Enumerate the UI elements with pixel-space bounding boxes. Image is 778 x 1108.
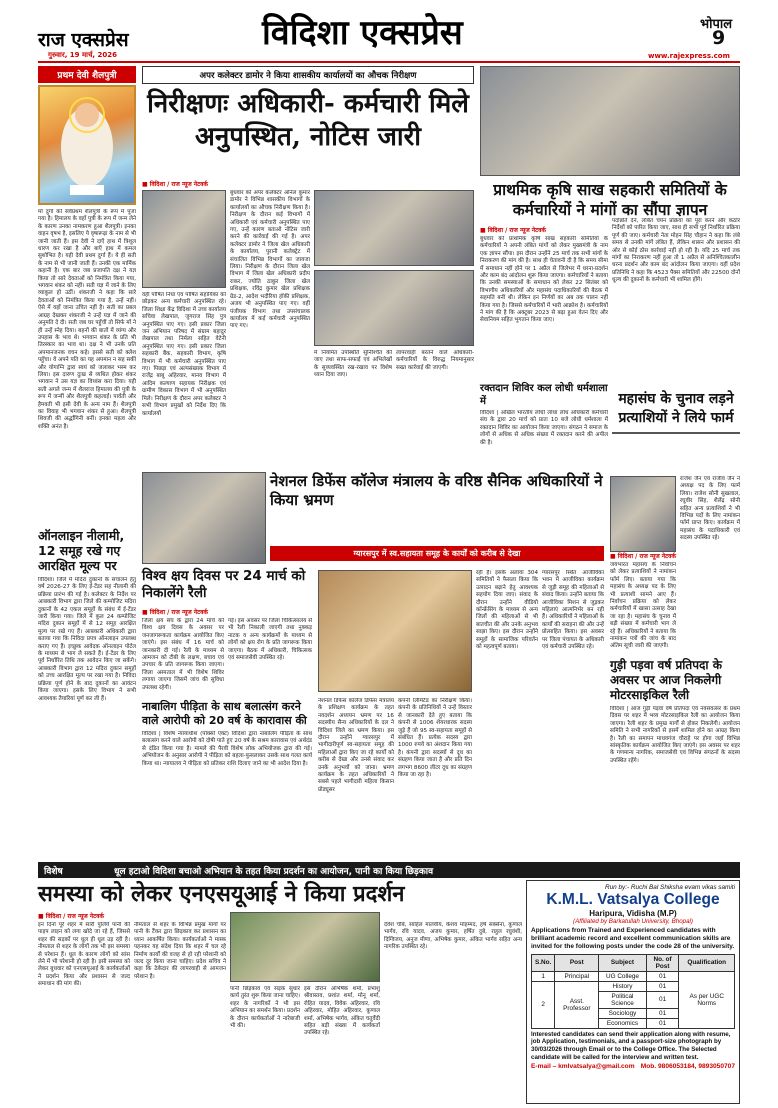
defence-col-3: रही है। इसके अलावा 304 समितियों ने फैसला किया कि उत्पादन बढ़ाने हेतु आवश्यक सहयोग दिया जाए। संवाद के दौरान उन्होंने वीडियो कॉन्फ्रेंसिंग के माध्यम से अन्य जिलों की महिलाओं से भी बातचीत की और उनके अनुभव साझा किए। इस दौरान उन्होंने समूहों के सामाजिक परिवर्तन को महत्वपूर्ण बताया। [476,570,538,651]
nsui-byline: ■ विदिशा / राज न्यूज नेटवर्क [38,912,104,920]
defence-photo-2 [318,570,472,692]
college-email[interactable]: E-mail – kmlvatsalya@gmail.com [531,1062,635,1070]
masthead [0,0,778,62]
cell-count: 01 [646,1018,679,1028]
defence-col-4: ग्यारसपुर स्थित आजीविका भवन में आजीविका कार्यक्रम से जुड़ी समूह की महिलाओं से संवाद किया। उन्होंने बताया कि आजीविका मिशन से जुड़कर महिलाएं आत्मनिर्भर बन रही हैं। अधिकारियों ने महिलाओं के कार्यों की सराहना की और उन्हें प्रोत्साहित किया। इस अवसर पर जिला पंचायत के अधिकारी एवं कर्मचारी उपस्थित रहे। [542,570,604,651]
lead-col-3: में नियमित उपस्थिति सुनिश्चित की जाए तथा साफ-सफाई एवं अभिलेखों के सुव्यवस्थित रख-रखाव पर विशेष ध्यान दिया जाए। [314,350,392,379]
table-row [532,971,735,981]
cell-count: 01 [646,971,679,981]
college-name: K.M.L. Vatsalya College [546,891,720,908]
krishi-col-2: पदोन्नति देने, लंबित चयन प्रक्रिया को पूरा करने और कठोर निर्देशों को पारित किया जाए, साथ ही सभी पूर्व निर्धारित प्रक्रिया पूर्ण की जाए। कर्मचारी नेता मोहन सिंह चौहान ने कहा कि लंबे समय से उनकी मांगें लंबित हैं, लेकिन शासन और प्रशासन की ओर से कोई ठोस कार्रवाई नहीं हो रही है। यदि 25 मार्च तक मांगों का निराकरण नहीं हुआ तो 1 अप्रैल से अनिश्चितकालीन धरना प्रदर्शन और काम बंद आंदोलन किया जाएगा। वहीं प्रदेश प्रतिनिधि ने कहा कि 4523 पैक्स समितियों और 22500 दोनों धूल्य की दुकानों के कर्मचारी भी शामिल होंगे। [612,218,740,284]
col-post: Post [555,954,599,971]
masthead-website: www.rajexpress.com [648,52,730,60]
defence-kicker: ग्यारसपुर में स्व.सहायता समूह के कार्यों को करीब से देखा [270,546,604,561]
lead-photo-1 [142,190,226,288]
lead-col-4: लापरवाही बरतने वाले अधिकारी-कर्मचारियों के विरुद्ध नियमानुसार सख्त कार्रवाई की जाएगी। [396,350,474,371]
col-subject: Subject [599,954,646,971]
cell-post: Principal [555,971,599,981]
krishi-byline: ■ विदिशा / राज न्यूज नेटवर्क [480,226,546,234]
cell-count: 01 [646,1008,679,1018]
nilami-headline: ऑनलाइन नीलामी, 12 समूह रखे गए आरक्षित मूल्य पर [38,528,125,573]
lead-col-2: वहीं पोषित निधा एवं पोषित सहायिका को छोड़कर अन्य कर्मचारी अनुपस्थित रहे। जिला शिक्षा केंद्र विदिशा में उच्च कार्यालय सचिवा लेखपाल, जुगराज सिंह पुत्र अनुपस्थित पाए गए। इसी प्रकार जिला जन अभियान परिषद में संग्राम बहादुर लेखपाल तथा निर्मला सहित वेटेनी अनुपस्थित पाए गए। इसी प्रकार जिला सहकारी बैंक, सहकारी विभाग, कृषि विभाग में भी कर्मचारी अनुपस्थित पाए गए। पिछड़ा एवं अल्पसंख्यक विभाग में राजेंद्र बाबू अहिरवार, मानव विभाग में आदिम कल्याण सहायक निरीक्षक एवं ग्रामीण विकास विभाग में भी अनुपस्थित मिले। निरीक्षण के दौरान अपर कलेक्टर ने सभी विभाग प्रमुखों को निर्देश दिए कि कार्यालयों [142,292,226,417]
lead-headline: निरीक्षणः अधिकारी- कर्मचारी मिले अनुपस्थित, नोटिस जारी [147,89,469,152]
devi-box [38,66,136,522]
cell-subject: UG College [599,971,646,981]
cell-sno: 1 [532,971,555,981]
defence-group-photo [142,472,266,564]
defence-col-2: कंपनी लिमिटेड का निरीक्षण किया। कंपनी के प्रतिनिधियों ने उन्हें विस्तार से जानकारी देते हुए बताया कि कंपनी से 1006 शेयरधारक सदस्य जुड़े हैं जो 95 स्व-सहायता समूहों से संबंधित हैं। प्रत्येक सदस्य द्वारा 1000 रुपये का अंशदान किया गया है। कंपनी द्वारा सदस्यों से दूध का संग्रहण किया जाता है और प्रति दिन लगभग 8600 लीटर दूध का संग्रहण किया जा रहा है। [398,698,472,779]
nsui-col-5: देवेश चौबे, साहिल मालवीय, केशव मोहम्मद, हर्ष सक्सेना, कुणाल भार्गव, रवि यादव, अजय कुमार, हर्षित दुबे, राहुल रघुवंशी, दिग्विजय, अनुज मीणा, अभिषेक कुमार, अंकित भार्गव सहित अन्य नागरिक उपस्थित रहे। [384,922,522,951]
cell-sno: 2 [532,981,555,1028]
court-body: विदिशा | विशेष न्यायाधीश (पॉक्सो एक्ट) विदिशा द्वारा नाबालिग पीड़िता के साथ बलात्संग करने वाले आरोपी को दोषी पाते हुए 20 वर्ष के सश्रम कारावास एवं अर्थदंड से दंडित किया गया है। मामले की पैरवी विशेष लोक अभियोजक द्वारा की गई। अभियोजन के अनुसार आरोपी ने पीड़िता को बहला-फुसलाकर उसके साथ गलत कार्य किया था। न्यायालय ने पीड़िता को प्रतिकर राशि दिलाए जाने का भी आदेश दिया है। [142,731,312,767]
krishi-col-1: बुधवार को प्राथमिक कृषि साख सहकारी समितियों के कर्मचारियों ने अपनी लंबित मांगों को लेकर मुख्यमंत्री के नाम एक ज्ञापन सौंपा। इस दौरान उन्होंने 25 मार्च तक सभी मांगों के निराकरण की मांग की है। साथ ही चेतावनी दी है कि समय सीमा में समाधान नहीं होने पर 1 अप्रैल से जिलेभर में धरना-प्रदर्शन और काम बंद आंदोलन शुरू किया जाएगा। कर्मचारियों ने बताया कि उनकी समस्याओं के समाधान को लेकर 22 सितंबर को विभागीय अधिकारियों और महासंघ पदाधिकारियों की बैठक में सहमति बनी थी। लेकिन इन निर्णयों का अब तक पालन नहीं किया गया है। जिससे कर्मचारियों में भारी आक्रोश है। कर्मचारियों ने मांग की है कि अक्टूबर 2023 से बढ़ा हुआ वेतन दिए और सेवानियम सहित भुगतान किया जाए। [480,236,608,324]
mahasangh-photo [612,432,740,434]
gudi-body: विदिशा | आज गुड़ी पड़वा वर्ष प्रतिपदा एवं नवसंवत्सर के प्रथम दिवस पर शहर में भव्य मोटरसाइकिल रैली का आयोजन किया जाएगा। रैली शहर के प्रमुख मार्गों से होकर निकलेगी। आयोजन समिति ने सभी नागरिकों से इसमें शामिल होने का आग्रह किया है। रैली का समापन माधवगंज चौराहे पर होगा जहाँ विभिन्न सांस्कृतिक कार्यक्रम आयोजित किए जाएंगे। इस अवसर पर शहर के गणमान्य नागरिक, समाजसेवी एवं विभिन्न संगठनों के सदस्य उपस्थित रहेंगे। [610,706,740,764]
kshay-byline: ■ विदिशा / राज न्यूज नेटवर्क [142,608,208,616]
nsui-story [38,880,522,1104]
masthead-city: भोपाल [700,17,733,32]
kshay-col-2: गई। इस अवसर पर जिला चिकित्सालय से भी रैली निकाली जाएगी तथा नुक्कड़ नाटक व अन्य कार्यक्रमों के माध्यम से लोगों को क्षय रोग के प्रति जागरूक किया जाएगा। बैठक में अधिकारी, चिकित्सक एवं समाजसेवी उपस्थित रहे। [228,618,312,662]
nsui-photo [230,912,380,982]
masthead-page-number: 9 [712,27,726,49]
lead-byline: ■ विदिशा / राज न्यूज नेटवर्क [142,180,208,188]
raktdaan-body: विदिशा | अखिल भारतीय लोधी लोधा लोध अधिकारी कर्मचारी संघ के द्वारा 20 मार्च को प्रातः 10 बजे लोधी धर्मशाला में रक्तदान शिविर का आयोजन किया जाएगा। संगठन ने समाज के लोगों से अधिक से अधिक संख्या में रक्तदान करने की अपील की है। [480,410,608,446]
college-run-by: Run by:- Ruchi Bal Shiksha evam vikas samiti [605,884,735,891]
lead-col-1: बुधवार को अपर कलेक्टर अनिल कुमार डामोर ने विभिन्न शासकीय विभागों के कार्यालयों का औचक निरीक्षण किया है। निरीक्षण के दौरान कई विभागों में अधिकारी एवं कर्मचारी अनुपस्थित पाए गए, उन्हें कारण बताओ नोटिस जारी करने की कार्रवाई की गई है। अपर कलेक्टर डामोर ने जिला खेल अधिकारी के कार्यालय, पुरानी कलेक्ट्रेट में संचालित विभिन्न विभागों का जायजा लिया। निरीक्षण के दौरान जिला खेल विभाग में जिला खेल अधिकारी प्रदीप राकर, ज्योति ठाकुर जिला खेल प्रशिक्षक, रविंद्र कुमार खेल प्रशिक्षक ग्रेड-2, आदेश भदौरिया हॉकी प्रशिक्षक, अजय भी अनुपस्थित पाए गए। वहीं पंजीयक विभाग तथा उपसंचालक कार्यालय में कई कर्मचारी अनुपस्थित पाए गए। [230,190,310,330]
cell-count: 01 [646,981,679,991]
col-count: No. of Post [646,954,679,971]
college-intro: Applications from Trained and Experienced candidates with brilliant academic record and excellent communication skills are invited for the following posts under the code 28 of the university. [531,927,735,951]
masthead-rule [38,61,740,63]
krishi-story [480,66,740,382]
college-post-table [531,954,735,1029]
lead-photo-3 [314,270,474,346]
defence-headline: नेशनल डिफेंस कॉलेज मंत्रालय के वरिष्ठ सैनिक अधिकारियों ने किया भ्रमण [270,472,603,509]
lead-photo-2 [314,190,474,266]
devi-story: माँ दुर्गा को सर्वप्रथम शैलपुत्री के रूप में पूजा गया है। हिमालय के वहाँ पुत्री के रूप में जन्म लेने के कारण उनका नामकरण हुआ शैलपुत्री। इनका वाहन वृषभ है, इसलिए ये वृषारूढ़ा के नाम से भी जानी जाती हैं। इस देवी ने दाएँ हाथ में त्रिशूल धारण कर रखा है और बाएँ हाथ में कमल सुशोभित है। यही देवी प्रथम दुर्गा हैं। ये ही सती के नाम से भी जानी जाती हैं। उनकी एक मार्मिक कहानी है। एक बार जब प्रजापति दक्ष ने यज्ञ किया तो सारे देवताओं को निमंत्रित किया गया, भगवान शंकर को नहीं। सती यज्ञ में जाने के लिए व्याकुल हो उठीं। शंकरजी ने कहा कि सारे देवताओं को निमंत्रित किया गया है, उन्हें नहीं। ऐसे में वहाँ जाना उचित नहीं है। सती का प्रबल आग्रह देखकर शंकरजी ने उन्हें यज्ञ में जाने की अनुमति दे दी। सती जब घर पहुँचीं तो सिर्फ माँ ने ही उन्हें स्नेह दिया। बहनों की बातों में व्यंग्य और उपहास के भाव थे। भगवान शंकर के प्रति भी तिरस्कार का भाव था। दक्ष ने भी उनके प्रति अपमानजनक वचन कहे। इससे सती को क्लेश पहुँचा। वे अपने पति का यह अपमान न सह सकीं और योगाग्नि द्वारा स्वयं को जलाकर भस्म कर लिया। इस दारुण दुःख से व्यथित होकर शंकर भगवान ने उस यज्ञ का विध्वंस करा दिया। यही सती अगले जन्म में शैलराज हिमालय की पुत्री के रूप में जन्मीं और शैलपुत्री कहलाईं। पार्वती और हैमवती भी इसी देवी के अन्य नाम हैं। शैलपुत्री का विवाह भी भगवान शंकर से हुआ। शैलपुत्री शिवजी की अर्द्धांगिनी बनीं। इनका महत्व और शक्ति अनंत है। [38,209,136,430]
raktdaan-headline: रक्तदान शिविर कल लोधी धर्मशाला में [480,383,608,407]
kshay-story [142,568,312,694]
nilami-story [38,528,136,858]
college-footer: Interested candidates can send their application along with resume, job Application, testimonials, and a passport-size photograph by 30/03/2026 through Email or to the College Office. The Selected candidate will be called for the interview and written test. [531,1030,731,1061]
college-place: Haripura, Vidisha (M.P) [589,909,677,918]
cell-subject: Political Science [599,991,646,1008]
gudi-headline: गुड़ी पड़वा वर्ष प्रतिपदा के अवसर पर आज निकलेगी मोटरसाइकिल रैली [610,658,722,702]
col-sno: S.No. [532,954,555,971]
gudi-story [610,658,740,856]
mahasangh-byline: ■ विदिशा / राज न्यूज नेटवर्क [610,552,676,560]
defence-col-1: नेशनल डिफेंस कॉलेज डिफेंस मंत्रालय के प्रशिक्षण कार्यक्रम के तहत नवदर्शन अध्ययन भ्रमण पर 16 सदस्यीय सैन्य अधिकारियों के दल ने विदिशा जिले का भ्रमण किया। इस दौरान उन्होंने ग्यारसपुर में भागीदारीपूर्ण स्व-सहायता समूह की महिलाओं द्वारा किए जा रहे कार्यों को करीब से देखा और उनसे संवाद कर उनके अनुभवों को जाना। भ्रमण कार्यक्रम के तहत अधिकारियों ने सबसे पहले भागीदारी महिला किसान प्रोड्यूसर [318,698,394,793]
college-contact [531,1063,735,1070]
nsui-headline: समस्या को लेकर एनएसयूआई ने किया प्रदर्शन [38,881,405,907]
devi-image [38,85,136,205]
krishi-headline: प्राथमिक कृषि साख सहकारी समितियों के कर्मचारियों ने मांगों का सौंपा ज्ञापन [493,180,727,219]
vishesh-tag: विशेष [44,867,63,877]
nsui-col-1: इन दिनों पूरे शहर में सारी पुलिये पानी की पाइप लाइन को लगा खोदे जा रहे हैं, जिससे शहर की सड़कों पर धूल ही धूल उड़ रही है। नीमताल से शहर के लोगों तक भी इस समस्या से परेशान हैं। धूल के कारण लोगों को सांस लेने में भी परेशानी हो रही है। इसी समस्या को लेकर बुधवार को एनएसयूआई के कार्यकर्ताओं ने प्रदर्शन किया और प्रशासन से जल्द समाधान की मांग की। [38,922,130,988]
devi-title: प्रथम देवी शैलपुत्री [38,66,136,83]
cell-count: 01 [646,991,679,1008]
court-headline: नाबालिग पीड़िता के साथ बलात्संग करने वाले आरोपी को 20 वर्ष के कारावास की [142,700,307,727]
mahasangh-photo-1 [612,432,614,434]
krishi-photo [480,66,740,176]
raktdaan-story [480,382,608,472]
nsui-col-3: पानी छिड़काव एवं सड़क सुधार कार्य तुरंत शुरू किया जाना चाहिए। शहर के नागरिकों ने भी इस अभियान का समर्थन किया। प्रदर्शन के दौरान कार्यकर्ताओं ने नारेबाजी भी की। [230,986,300,1030]
goddess-icon [40,87,134,203]
masthead-date: गुरुवार, 19 मार्च, 2026 [48,51,117,59]
mahasangh-col-2: राजेश जैन एवं राजीव जैन ने अध्यक्ष पद के लिए फार्म लिया। राजेश सोनी सुखलाल, रघुवीर सिंह, शैलेंद्र सोनी सहित अन्य प्रत्याशियों ने भी विभिन्न पदों के लिए नामांकन फॉर्म प्राप्त किए। कार्यक्रम में महासंघ के पदाधिकारी एवं सदस्य उपस्थित रहे। [680,476,740,542]
cell-subject: Sociology [599,1008,646,1018]
cell-qualification: As per UGC Norms [679,971,735,1028]
lead-story [142,66,474,436]
col-qualification: Qualification [679,954,735,971]
masthead-center-title: विदिशा एक्सप्रेस [262,13,463,53]
vishesh-strip [38,862,740,878]
mahasangh-headline: महासंघ के चुनाव लड़ने प्रत्याशियों ने लिये फार्म [618,391,734,426]
college-ad [526,880,740,1104]
college-mobile: Mob. 9806053184, 9893050707 [640,1062,735,1070]
masthead-left-title: राज एक्सप्रेस [38,29,129,51]
nilami-body: विदिशा। जिले में मदिरा दुकानों के संचालन हेतु वर्ष 2026-27 के लिए ई-टेंडर सह नीलामी की प्रक्रिया प्रारंभ की गई है। कलेक्टर के निर्देश पर आबकारी विभाग द्वारा जिले की कम्पोजिट मदिरा दुकानों के 42 एकल समूहों के संबंध में ई-टेंडर जारी किया गया। जिले में कुल 24 कम्पोजिट मदिरा दुकान समूहों में से 12 समूह आरक्षित मूल्य पर रखे गए हैं। आबकारी अधिकारी द्वारा बताया गया कि निविदा प्रपत्र ऑनलाइन उपलब्ध कराए गए हैं। इच्छुक आवेदक ऑनलाइन पोर्टल के माध्यम से भाग ले सकते हैं। ई-टेंडर के लिए पूर्व निर्धारित तिथि तक आवेदन किए जा सकेंगे। आबकारी विभाग द्वारा 12 मदिरा दुकान समूहों को उच्च आरक्षित मूल्य पर रखा गया है। निविदा प्रक्रिया पूर्ण होने के बाद दुकानों का आवंटन किया जाएगा। इसके लिए विभाग ने सभी आवश्यक तैयारियां पूर्ण कर ली हैं। [38,577,136,702]
nsui-col-4: इस दौरान अभिषेक शर्मा, प्रभांशु श्रीवास्तव, प्रशांत शर्मा, मोनू शर्मा, रोहित यादव, विवेक अहिरवार, रवि अहिरवार, मोहित अहिरवार, कुणाल शर्मा, अभिषेक भार्गव, अंकित चतुर्वेदी सहित बड़ी संख्या में कार्यकर्ता उपस्थित रहे। [304,986,380,1037]
vishesh-kicker: धूल हटाओ विदिशा बचाओ अभियान के तहत किया प्रदर्शन का आयोजन, पानी का किया छिड़काव [114,867,434,877]
court-story [142,700,312,856]
cell-subject: History [599,981,646,991]
kshay-body: जिला क्षय संघ के द्वारा 24 मार्च को विश्व क्षय दिवस के अवसर पर जनजागरूकता कार्यक्रम आयोजित किए जाएंगे। इस संबंध में 16 मार्च को जानकारी दी गई। रैली के माध्यम से आमजन को टीबी के लक्षण, बचाव एवं उपचार के प्रति जागरूक किया जाएगा। जिला अस्पताल में भी विशेष शिविर लगाया जाएगा जिसमें जांच की सुविधा उपलब्ध रहेगी। [142,618,224,691]
nsui-col-2: नीमताल से शहर के विभिन्न प्रमुख मार्गों पर पानी के टैंकर द्वारा छिड़काव कर प्रशासन का ध्यान आकर्षित किया। कार्यकर्ताओं ने मास्क पहनकर यह संदेश दिया कि शहर में चल रहे निर्माण कार्यों की वजह से हो रही परेशानी को जल्द दूर किया जाना चाहिए। प्रदेश सचिव ने कहा कि ठेकेदार की लापरवाही से आमजन परेशान है। [134,922,226,980]
cell-subject: Economics [599,1018,646,1028]
college-affiliation: (Affiliated by Barkatullah University, Bhopal) [573,918,693,925]
mahasangh-group-photo [610,476,676,552]
cell-post: Asst. Professor [555,981,599,1028]
lead-kicker: अपर कलेक्टर डामोर ने किया शासकीय कार्यालयों का औचक निरीक्षण [142,66,474,84]
kshay-headline: विश्व क्षय दिवस पर 24 मार्च को निकालेंगे रैली [142,568,306,601]
mahasangh-col-1: जयभारत महासंघ के निर्वाचन को लेकर प्रत्याशियों ने नामांकन फॉर्म लिए। बताया गया कि महासंघ के अध्यक्ष पद के लिए भी प्रत्याशी सामने आए हैं। निर्वाचन प्रक्रिया को लेकर कर्मचारियों में खासा उत्साह देखा जा रहा है। महासंघ के चुनाव में बड़ी संख्या में कर्मचारी भाग ले रहे हैं। अधिकारियों ने बताया कि नामांकन पत्रों की जांच के बाद अंतिम सूची जारी की जाएगी। [610,562,676,650]
